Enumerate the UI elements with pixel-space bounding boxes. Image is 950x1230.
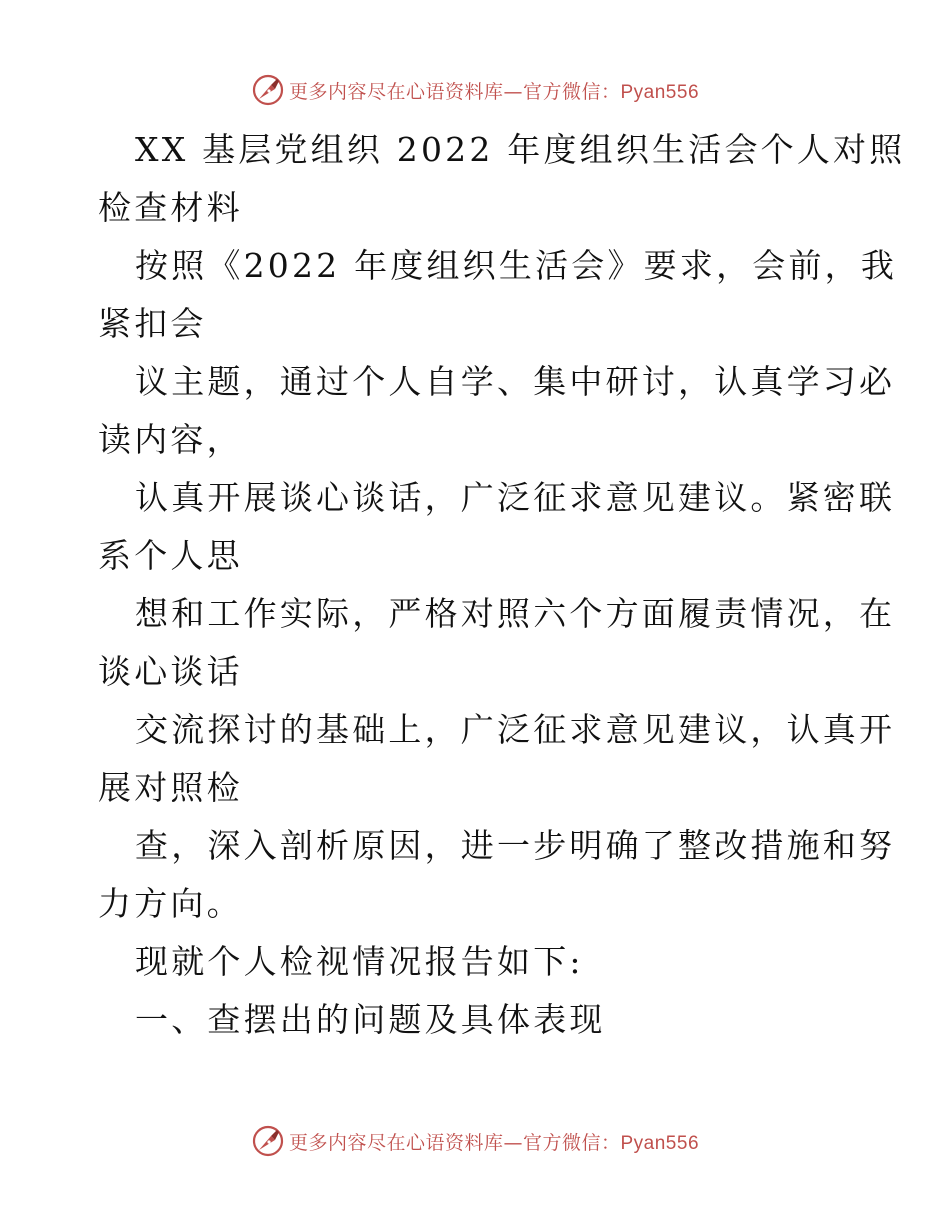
paragraph-line: 读内容， (98, 420, 243, 459)
footer-watermark (0, 1121, 950, 1161)
paragraph-line: 想和工作实际，严格对照六个方面履责情况，在 (135, 594, 896, 633)
wechat-id: Pyan556 (620, 81, 700, 103)
paragraph-line: 按照《2022 年度组织生活会》要求，会前，我 (135, 246, 898, 285)
paragraph-line: 议主题，通过个人自学、集中研讨，认真学习必 (135, 362, 896, 401)
report-intro-line: 现就个人检视情况报告如下: (135, 942, 584, 981)
paragraph-line: 认真开展谈心谈话，广泛征求意见建议。紧密联 (135, 478, 896, 517)
watermark-text: 更多内容尽在心语资料库—官方微信：Pyan556 (288, 80, 700, 103)
document-body (98, 121, 906, 1049)
watermark-text: 更多内容尽在心语资料库—官方微信：Pyan556 (288, 1131, 700, 1154)
document-title-line-1: XX 基层党组织 2022 年度组织生活会个人对照 (135, 130, 906, 169)
header-watermark (0, 70, 950, 110)
wechat-id: Pyan556 (620, 1132, 700, 1154)
paragraph-line: 谈心谈话 (98, 652, 243, 691)
paragraph-line: 展对照检 (98, 768, 243, 807)
pen-nib-logo-icon (251, 73, 285, 107)
pen-nib-logo-icon (251, 1124, 285, 1158)
document-title-line-2: 检查材料 (98, 188, 243, 227)
section-heading: 一、查摆出的问题及具体表现 (135, 1000, 606, 1039)
paragraph-line: 系个人思 (98, 536, 243, 575)
paragraph-line: 查，深入剖析原因，进一步明确了整改措施和努 (135, 826, 896, 865)
paragraph-line: 力方向。 (98, 884, 243, 923)
paragraph-line: 交流探讨的基础上，广泛征求意见建议，认真开 (135, 710, 896, 749)
paragraph-line: 紧扣会 (98, 304, 207, 343)
